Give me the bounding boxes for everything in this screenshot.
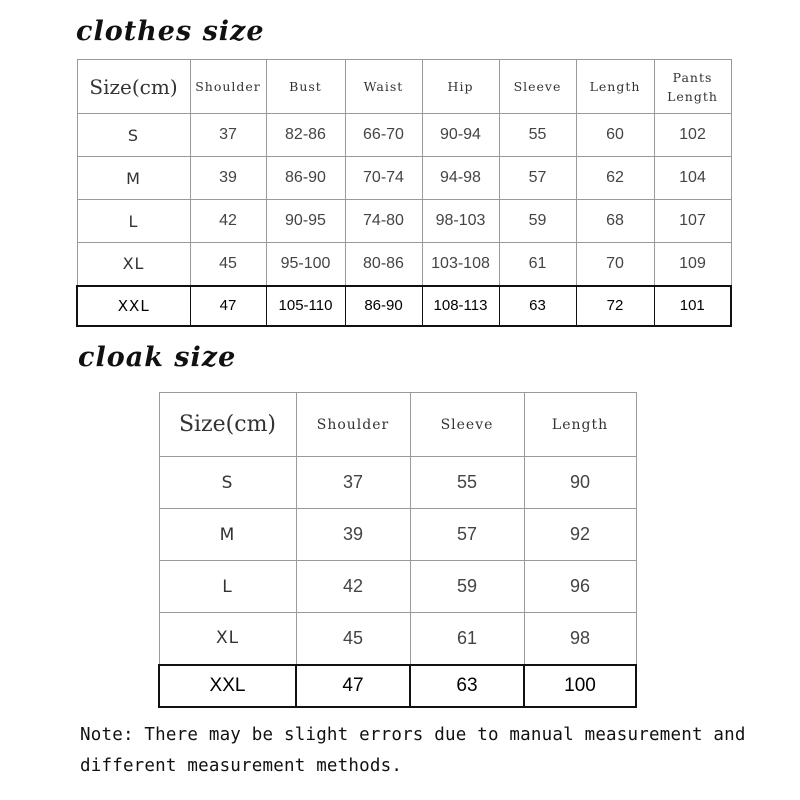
table-cell: 37 bbox=[190, 114, 266, 157]
table-row bbox=[159, 665, 636, 707]
table-row bbox=[77, 157, 731, 200]
size-cell: XXL bbox=[159, 665, 296, 707]
size-cell: M bbox=[77, 157, 190, 200]
table-cell: 47 bbox=[190, 286, 266, 326]
table-cell: 60 bbox=[576, 114, 654, 157]
table-cell: 105-110 bbox=[266, 286, 345, 326]
table-cell: 55 bbox=[499, 114, 576, 157]
size-cell: M bbox=[159, 509, 296, 561]
table-cell: 63 bbox=[499, 286, 576, 326]
column-header: Size(cm) bbox=[159, 393, 296, 457]
column-header: Shoulder bbox=[190, 60, 266, 114]
size-cell: L bbox=[159, 561, 296, 613]
table-cell: 90-95 bbox=[266, 200, 345, 243]
table-cell: 90 bbox=[524, 457, 636, 509]
table-cell: 47 bbox=[296, 665, 410, 707]
note-line: different measurement methods. bbox=[80, 756, 403, 776]
size-cell: L bbox=[77, 200, 190, 243]
size-cell: S bbox=[77, 114, 190, 157]
table-row bbox=[159, 561, 636, 613]
table-cell: 39 bbox=[296, 509, 410, 561]
table-cell: 61 bbox=[499, 243, 576, 286]
table-cell: 70 bbox=[576, 243, 654, 286]
table-cell: 39 bbox=[190, 157, 266, 200]
size-cell: XXL bbox=[77, 286, 190, 326]
measurement-note bbox=[80, 720, 760, 782]
table-cell: 80-86 bbox=[345, 243, 422, 286]
table-cell: 90-94 bbox=[422, 114, 499, 157]
table-cell: 68 bbox=[576, 200, 654, 243]
table-cell: 57 bbox=[499, 157, 576, 200]
table-cell: 98 bbox=[524, 613, 636, 665]
table-cell: 62 bbox=[576, 157, 654, 200]
table-cell: 102 bbox=[654, 114, 731, 157]
cloak-size-title: cloak size bbox=[78, 342, 237, 373]
cloak-header-row bbox=[159, 393, 636, 457]
table-cell: 55 bbox=[410, 457, 524, 509]
table-row bbox=[77, 114, 731, 157]
table-cell: 92 bbox=[524, 509, 636, 561]
table-cell: 101 bbox=[654, 286, 731, 326]
column-header: Shoulder bbox=[296, 393, 410, 457]
column-header: Bust bbox=[266, 60, 345, 114]
table-row bbox=[159, 613, 636, 665]
column-header: Size(cm) bbox=[77, 60, 190, 114]
table-cell: 66-70 bbox=[345, 114, 422, 157]
cloak-size-table bbox=[158, 392, 637, 708]
table-row bbox=[159, 457, 636, 509]
table-row bbox=[159, 509, 636, 561]
table-cell: 74-80 bbox=[345, 200, 422, 243]
table-row bbox=[77, 200, 731, 243]
table-cell: 95-100 bbox=[266, 243, 345, 286]
table-cell: 103-108 bbox=[422, 243, 499, 286]
table-cell: 63 bbox=[410, 665, 524, 707]
table-cell: 109 bbox=[654, 243, 731, 286]
table-cell: 94-98 bbox=[422, 157, 499, 200]
column-header: Length bbox=[576, 60, 654, 114]
column-header: Sleeve bbox=[410, 393, 524, 457]
table-cell: 37 bbox=[296, 457, 410, 509]
table-cell: 61 bbox=[410, 613, 524, 665]
clothes-header-row bbox=[77, 60, 731, 114]
column-header: Sleeve bbox=[499, 60, 576, 114]
table-row bbox=[77, 286, 731, 326]
table-cell: 42 bbox=[190, 200, 266, 243]
table-cell: 98-103 bbox=[422, 200, 499, 243]
size-cell: S bbox=[159, 457, 296, 509]
note-line: Note: There may be slight errors due to manual measurement and bbox=[80, 725, 746, 745]
table-cell: 107 bbox=[654, 200, 731, 243]
clothes-size-table bbox=[76, 59, 732, 327]
table-cell: 96 bbox=[524, 561, 636, 613]
size-cell: XL bbox=[77, 243, 190, 286]
table-cell: 45 bbox=[296, 613, 410, 665]
table-cell: 45 bbox=[190, 243, 266, 286]
table-cell: 72 bbox=[576, 286, 654, 326]
table-cell: 42 bbox=[296, 561, 410, 613]
clothes-size-title: clothes size bbox=[76, 16, 265, 47]
table-cell: 59 bbox=[499, 200, 576, 243]
size-cell: XL bbox=[159, 613, 296, 665]
table-cell: 104 bbox=[654, 157, 731, 200]
column-header: Pants Length bbox=[654, 60, 731, 114]
table-cell: 86-90 bbox=[266, 157, 345, 200]
column-header: Waist bbox=[345, 60, 422, 114]
table-cell: 82-86 bbox=[266, 114, 345, 157]
table-cell: 86-90 bbox=[345, 286, 422, 326]
table-cell: 100 bbox=[524, 665, 636, 707]
table-cell: 70-74 bbox=[345, 157, 422, 200]
table-cell: 108-113 bbox=[422, 286, 499, 326]
column-header: Length bbox=[524, 393, 636, 457]
column-header: Hip bbox=[422, 60, 499, 114]
table-cell: 59 bbox=[410, 561, 524, 613]
table-cell: 57 bbox=[410, 509, 524, 561]
table-row bbox=[77, 243, 731, 286]
